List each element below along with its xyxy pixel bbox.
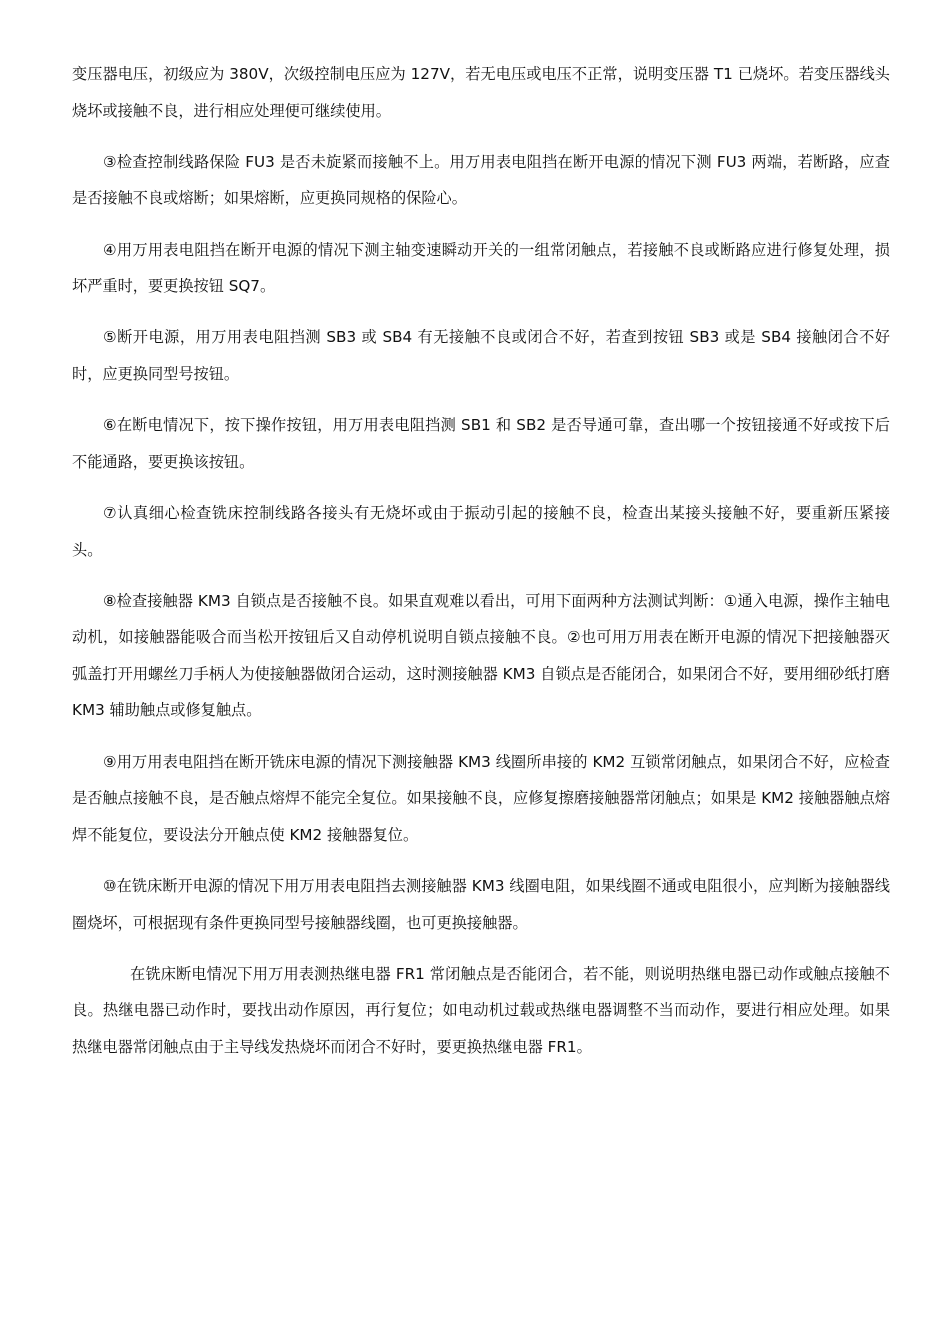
document-page bbox=[72, 56, 890, 1080]
paragraph-step-10-coil: ⑩在铣床断开电源的情况下用万用表电阻挡去测接触器 KM3 线圈电阻，如果线圈不通或电阻很小，应判断为接触器线圈烧坏，可根据现有条件更换同型号接触器线圈，也可更换接触器。 bbox=[72, 877, 890, 932]
paragraph-step-3-fuse: ③检查控制线路保险 FU3 是否未旋紧而接触不上。用万用表电阻挡在断开电源的情况下测 FU3 两端，若断路，应查是否接触不良或熔断；如果熔断，应更换同规格的保险心。 bbox=[72, 152, 890, 208]
paragraph-step-5-buttons: ⑤断开电源，用万用表电阻挡测 SB3 或 SB4 有无接触不良或闭合不好，若查到按钮 SB3 或是 SB4 接触闭合不好时，应更换同型号按钮。 bbox=[72, 328, 890, 383]
paragraph-step-4-switch: ④用万用表电阻挡在断开电源的情况下测主轴变速瞬动开关的一组常闭触点，若接触不良或断路应进行修复处理，损坏严重时，要更换按钮 SQ7。 bbox=[72, 240, 890, 296]
paragraph-transformer-voltage: 变压器电压，初级应为 380V，次级控制电压应为 127V，若无电压或电压不正常，说明变压器 T1 已烧坏。若变压器线头烧坏或接触不良，进行相应处理便可继续使用。 bbox=[72, 65, 890, 120]
paragraph-step-6-operate-buttons: ⑥在断电情况下，按下操作按钮，用万用表电阻挡测 SB1 和 SB2 是否导通可靠，查出哪一个按钮接通不好或按下后不能通路，要更换该按钮。 bbox=[72, 416, 890, 471]
paragraph-thermal-relay: 在铣床断电情况下用万用表测热继电器 FR1 常闭触点是否能闭合，若不能，则说明热继电器已动作或触点接触不良。热继电器已动作时，要找出动作原因，再行复位；如电动机过载或热继电器调整不当而动作，要进行相应处理。如果热继电器常闭触点由于主导线发热烧坏而闭合不好时，要更换热继电器 FR1。 bbox=[72, 964, 890, 1056]
paragraph-step-7-connectors: ⑦认真细心检查铣床控制线路各接头有无烧坏或由于振动引起的接触不良，检查出某接头接触不好，要重新压紧接头。 bbox=[72, 503, 890, 559]
paragraph-step-9-interlock: ⑨用万用表电阻挡在断开铣床电源的情况下测接触器 KM3 线圈所串接的 KM2 互锁常闭触点，如果闭合不好，应检查是否触点接触不良，是否触点熔焊不能完全复位。如果接触不良，应修复擦磨接触器常闭触点；如果是 KM2 接触器触点熔焊不能复位，要设法分开触点使 KM2 接触器复位。 bbox=[72, 752, 890, 844]
paragraph-step-8-self-lock: ⑧检查接触器 KM3 自锁点是否接触不良。如果直观难以看出，可用下面两种方法测试判断：①通入电源，操作主轴电动机，如接触器能吸合而当松开按钮后又自动停机说明自锁点接触不良。②也可用万用表在断开电源的情况下把接触器灭弧盖打开用螺丝刀手柄人为使接触器做闭合运动，这时测接触器 KM3 自锁点是否能闭合，如果闭合不好，要用细砂纸打磨 KM3 辅助触点或修复触点。 bbox=[72, 591, 890, 720]
